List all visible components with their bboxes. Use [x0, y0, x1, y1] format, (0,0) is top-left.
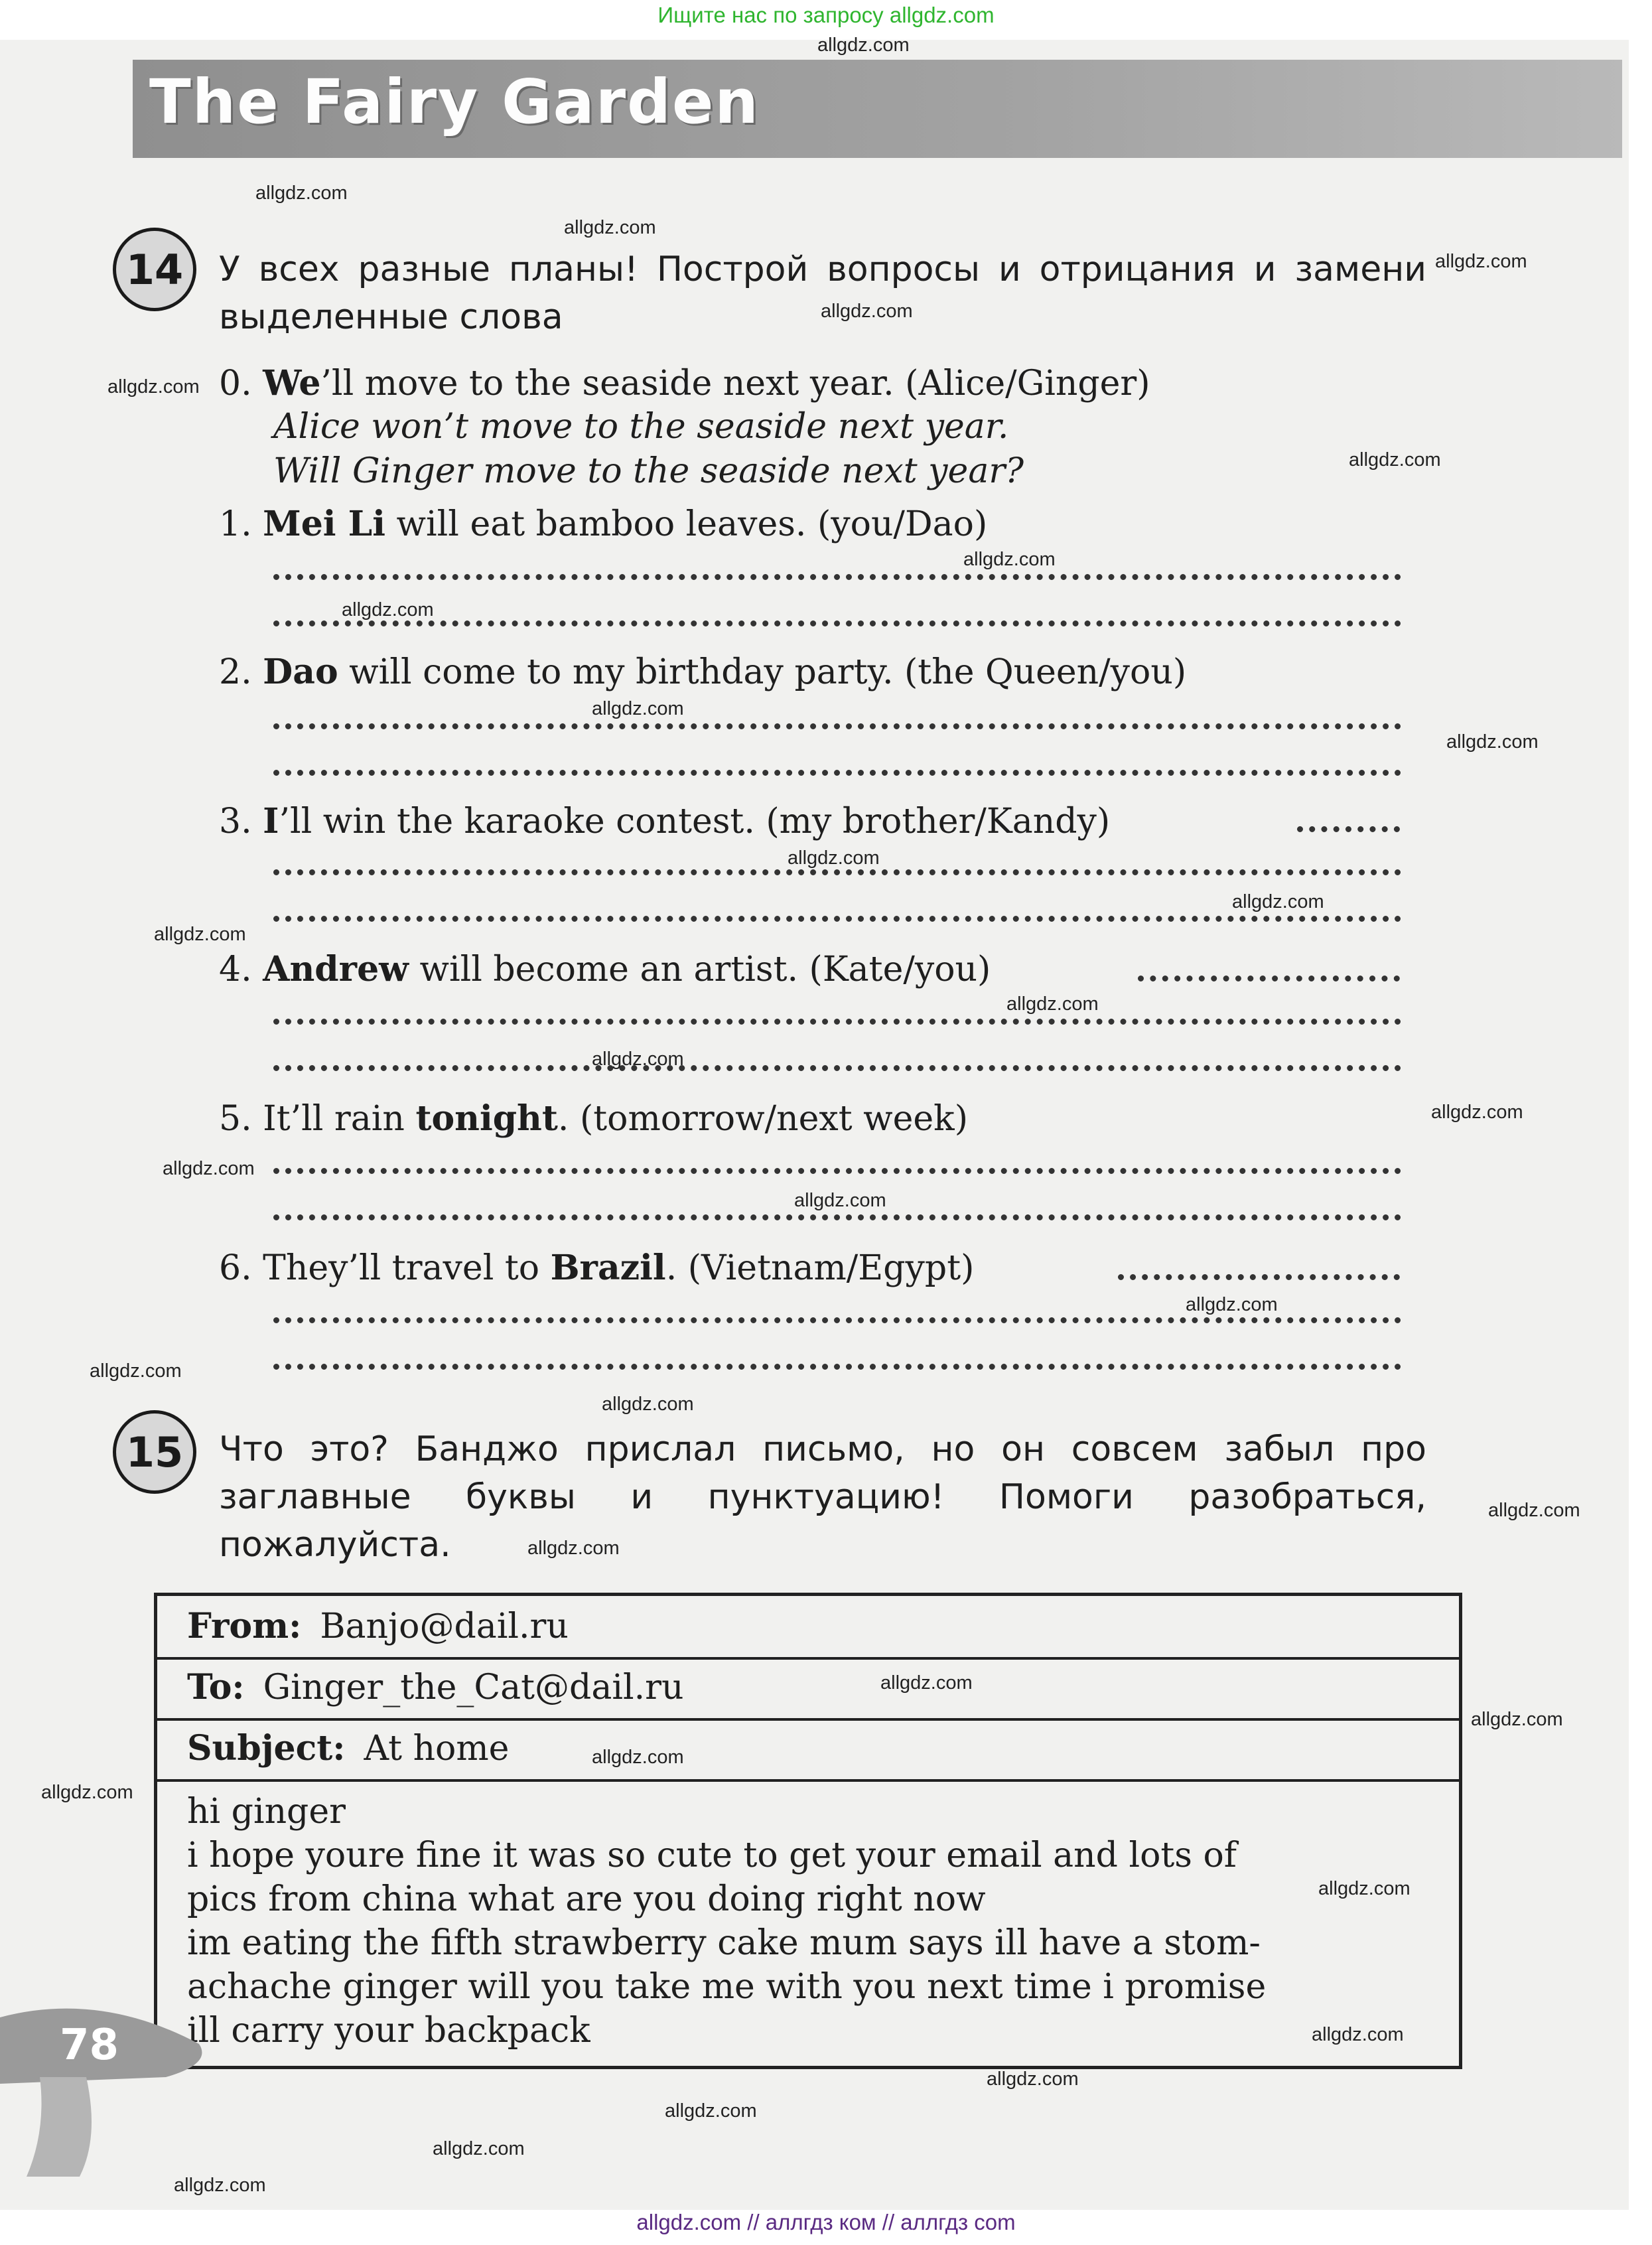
- watermark-text: allgdz.com: [1006, 993, 1099, 1015]
- task-14-item-3: 3. I’ll win the karaoke contest. (my brother/Kandy): [219, 801, 1111, 841]
- watermark-text: allgdz.com: [592, 698, 684, 719]
- email-body: [187, 1790, 1434, 2053]
- answer-line[interactable]: [273, 1168, 1401, 1174]
- watermark-text: allgdz.com: [1431, 1102, 1523, 1123]
- watermark-text: allgdz.com: [788, 847, 880, 869]
- email-body-line: achache ginger will you take me with you next time i promise: [187, 1967, 1267, 2007]
- page-title: The Fairy Garden: [149, 66, 760, 137]
- watermark-text: allgdz.com: [794, 1190, 886, 1211]
- watermark-text: allgdz.com: [255, 182, 348, 204]
- answer-line[interactable]: [273, 770, 1401, 776]
- watermark-text: allgdz.com: [1446, 731, 1539, 753]
- page-number: 78: [60, 2021, 119, 2070]
- email-body-line: ill carry your backpack: [187, 2011, 590, 2051]
- email-from-value: Banjo@dail.ru: [320, 1607, 569, 1646]
- task-14-item-4: 4. Andrew will become an artist. (Kate/you): [219, 949, 991, 989]
- task-14-item-1: 1. Mei Li will eat bamboo leaves. (you/Dao): [219, 504, 988, 544]
- email-body-line: hi ginger: [187, 1792, 346, 1832]
- watermark-text: allgdz.com: [433, 2138, 525, 2159]
- watermark-text: allgdz.com: [154, 924, 246, 945]
- watermark-text: allgdz.com: [1349, 449, 1441, 471]
- watermark-text: allgdz.com: [1186, 1294, 1278, 1315]
- watermark-text: allgdz.com: [90, 1360, 182, 1382]
- email-subject-row: Subject: At home: [157, 1718, 1459, 1782]
- watermark-text: allgdz.com: [592, 1747, 684, 1768]
- footer-links[interactable]: allgdz.com // аллгдз ком // аллгдз com: [636, 2210, 1016, 2234]
- watermark-text: allgdz.com: [817, 35, 910, 56]
- watermark-text: allgdz.com: [665, 2100, 757, 2122]
- email-box: [154, 1593, 1462, 2069]
- answer-line[interactable]: [1297, 826, 1400, 832]
- email-to-value: Ginger_the_Cat@dail.ru: [263, 1668, 684, 1707]
- watermark-text: allgdz.com: [987, 2068, 1079, 2090]
- watermark-text: allgdz.com: [41, 1782, 133, 1803]
- answer-line[interactable]: [273, 1317, 1401, 1323]
- watermark-text: allgdz.com: [1435, 251, 1527, 272]
- watermark-text: allgdz.com: [342, 599, 434, 620]
- top-banner-link[interactable]: Ищите нас по запросу allgdz.com: [657, 3, 995, 27]
- watermark-text: allgdz.com: [107, 376, 200, 398]
- task-14-instruction: У всех разные планы! Построй вопросы и отрицания и замени выделенные слова: [219, 250, 1426, 337]
- watermark-text: allgdz.com: [602, 1394, 694, 1415]
- task-14-example: 0. We’ll move to the seaside next year. (Alice/Ginger): [219, 363, 1150, 403]
- answer-line[interactable]: [273, 1214, 1401, 1220]
- email-body-line: i hope youre fine it was so cute to get your email and lots of: [187, 1836, 1237, 1875]
- email-to-row: To: Ginger_the_Cat@dail.ru: [157, 1657, 1459, 1721]
- task-14-example-answer-1: Alice won’t move to the seaside next year.: [273, 407, 1009, 447]
- watermark-text: allgdz.com: [963, 549, 1056, 570]
- answer-line[interactable]: [273, 869, 1401, 875]
- watermark-text: allgdz.com: [1232, 891, 1324, 912]
- watermark-text: allgdz.com: [1312, 2024, 1404, 2045]
- task-15-badge: 15: [113, 1410, 196, 1494]
- task-14-badge: 14: [113, 228, 196, 311]
- task-14-item-2: 2. Dao will come to my birthday party. (the Queen/you): [219, 652, 1187, 692]
- email-subject-value: At home: [364, 1729, 510, 1769]
- task-14-item-5: 5. It’ll rain tonight. (tomorrow/next week): [219, 1098, 968, 1139]
- answer-line[interactable]: [273, 1019, 1401, 1025]
- watermark-text: allgdz.com: [527, 1538, 620, 1559]
- answer-line[interactable]: [273, 1364, 1401, 1370]
- watermark-text: allgdz.com: [1471, 1709, 1563, 1730]
- watermark-text: allgdz.com: [821, 301, 913, 322]
- email-body-line: pics from china what are you doing right now: [187, 1879, 986, 1919]
- answer-line[interactable]: [1118, 1274, 1400, 1280]
- watermark-text: allgdz.com: [163, 1158, 255, 1179]
- task-15-instruction: Что это? Банджо прислал письмо, но он совсем забыл про заглавные буквы и пунктуацию! Помоги разобраться, пожалуйста.: [219, 1429, 1426, 1565]
- answer-line[interactable]: [273, 574, 1401, 580]
- answer-line[interactable]: [273, 1065, 1401, 1071]
- answer-line[interactable]: [273, 723, 1401, 729]
- watermark-text: allgdz.com: [564, 217, 656, 238]
- watermark-text: allgdz.com: [174, 2175, 266, 2196]
- answer-line[interactable]: [1138, 976, 1400, 981]
- answer-line[interactable]: [273, 620, 1401, 626]
- watermark-text: allgdz.com: [880, 1672, 973, 1694]
- email-from-row: From: Banjo@dail.ru: [157, 1596, 1459, 1660]
- email-body-line: im eating the fifth strawberry cake mum says ill have a stom-: [187, 1923, 1261, 1963]
- watermark-text: allgdz.com: [592, 1049, 684, 1070]
- watermark-text: allgdz.com: [1318, 1878, 1411, 1899]
- watermark-text: allgdz.com: [1488, 1500, 1580, 1521]
- task-14-item-6: 6. They’ll travel to Brazil. (Vietnam/Egypt): [219, 1248, 975, 1288]
- task-14-example-answer-2: Will Ginger move to the seaside next year?: [273, 451, 1024, 491]
- answer-line[interactable]: [273, 916, 1401, 922]
